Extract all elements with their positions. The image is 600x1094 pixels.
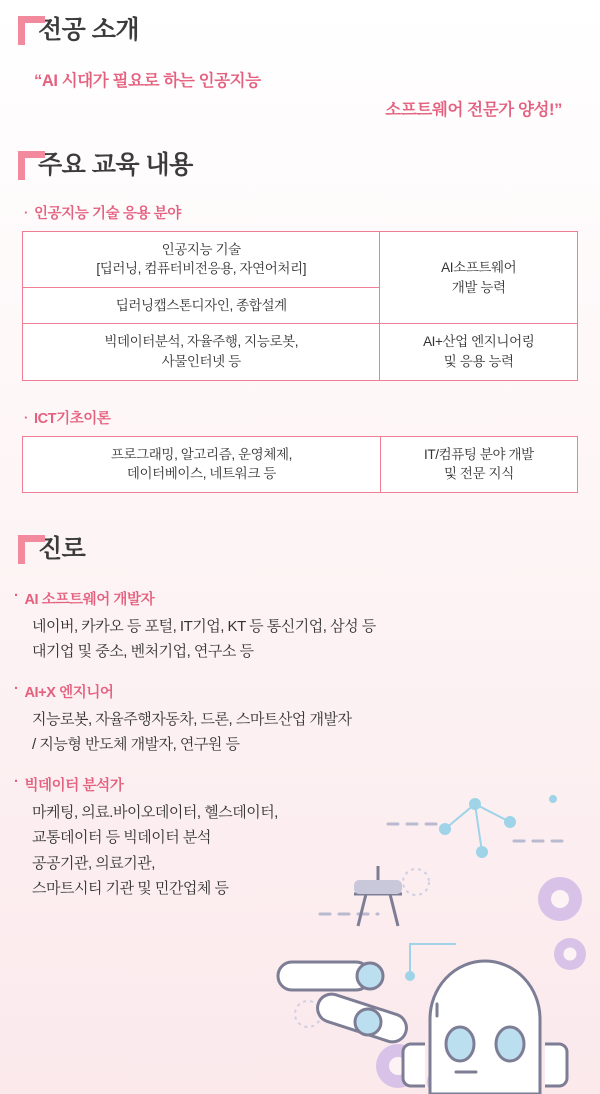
cell-line: 및 전문 지식: [443, 466, 514, 482]
section-header-career: [0, 534, 600, 564]
career-line: 스마트시티 기관 및 민간업체 등: [32, 880, 229, 898]
curriculum-group-1-label-text: 인공지능 기술 응용 분야: [33, 205, 181, 222]
career-line: 교통데이터 등 빅데이터 분석: [32, 829, 211, 847]
cell-line: 프로그래밍, 알고리즘, 운영체제,: [110, 446, 292, 462]
intro-quote: [34, 67, 570, 125]
career-title-text: 빅데이터 분석가: [24, 777, 124, 794]
career-line: 네이버, 카카오 등 포털, IT기업, KT 등 통신기업, 삼성 등: [32, 617, 376, 635]
section-title-career: 진로: [38, 534, 86, 563]
curriculum-table-2: [22, 436, 578, 493]
cell-line: AI+산업 엔지니어링: [423, 334, 535, 350]
bracket-icon: [18, 535, 45, 564]
career-title-text: AI 소프트웨어 개발자: [24, 591, 155, 608]
table-cell-ai-tech: [23, 231, 380, 287]
cell-line: 사물인터넷 등: [161, 354, 241, 369]
table-cell-capstone: [23, 287, 380, 324]
curriculum-table-1: [22, 231, 578, 381]
career-title: [14, 774, 600, 795]
cell-line: AI소프트웨어: [441, 260, 517, 276]
curriculum-group-1-label: [24, 202, 600, 223]
cell-line: IT/컴퓨팅 분야 개발: [424, 446, 534, 462]
section-title-curriculum: 주요 교육 내용: [38, 150, 193, 179]
table-cell-ict-basics: [23, 436, 381, 492]
bullet-dot-icon: ·: [14, 773, 19, 790]
intro-quote-line-1: “AI 시대가 필요로 하는 인공지능: [34, 72, 261, 90]
bullet-dot-icon: ·: [14, 587, 19, 604]
cell-line: [딥러닝, 컴퓨터비전응용, 자연어처리]: [96, 261, 307, 277]
career-title-text: AI+X 엔지니어: [24, 684, 114, 701]
cell-line: 딥러닝캡스톤디자인, 종합설계: [115, 297, 287, 313]
section-header-curriculum: [0, 150, 600, 180]
cell-line: 빅데이터분석, 자율주행, 지능로봇,: [104, 334, 299, 350]
table-row: [23, 231, 578, 287]
career-title: [14, 588, 600, 609]
career-lines: [32, 800, 600, 902]
cell-line: 인공지능 기술: [161, 241, 241, 257]
cell-line: 데이터베이스, 네트워크 등: [126, 466, 276, 482]
table-cell-ai-industry-ability: [380, 324, 578, 380]
curriculum-group-2-label: [24, 407, 600, 428]
career-group-ai-sw-developer: [14, 588, 600, 665]
bullet-dot-icon: ·: [14, 680, 19, 697]
bullet-dot-icon: ·: [24, 204, 28, 220]
career-line: 마케팅, 의료.바이오데이터, 헬스데이터,: [32, 803, 278, 821]
bracket-icon: [18, 16, 45, 45]
career-line: 공공기관, 의료기관,: [32, 854, 155, 872]
career-lines: [32, 707, 600, 758]
table-cell-bigdata-etc: [23, 324, 380, 380]
career-group-bigdata-analyst: [14, 774, 600, 902]
career-line: 지능로봇, 자율주행자동차, 드론, 스마트산업 개발자: [32, 710, 352, 728]
career-line: 대기업 및 중소, 벤처기업, 연구소 등: [32, 643, 254, 661]
bullet-dot-icon: ·: [24, 409, 28, 425]
career-lines: [32, 614, 600, 665]
table-row: [23, 436, 578, 492]
table-cell-it-knowledge: [380, 436, 577, 492]
table-cell-ai-sw-ability: [380, 231, 578, 324]
intro-quote-line-2: 소프트웨어 전문가 양성!”: [385, 100, 562, 119]
section-header-intro: [0, 18, 600, 45]
career-title: [14, 681, 600, 702]
career-group-ai-x-engineer: [14, 681, 600, 758]
bracket-icon: [18, 151, 45, 180]
cell-line: 및 응용 능력: [443, 354, 514, 369]
section-title-intro: 전공 소개: [38, 16, 140, 44]
table-row: [23, 324, 578, 380]
curriculum-group-2-label-text: ICT기초이론: [33, 410, 111, 427]
cell-line: 개발 능력: [451, 279, 506, 295]
career-line: / 지능형 반도체 개발자, 연구원 등: [32, 736, 240, 754]
